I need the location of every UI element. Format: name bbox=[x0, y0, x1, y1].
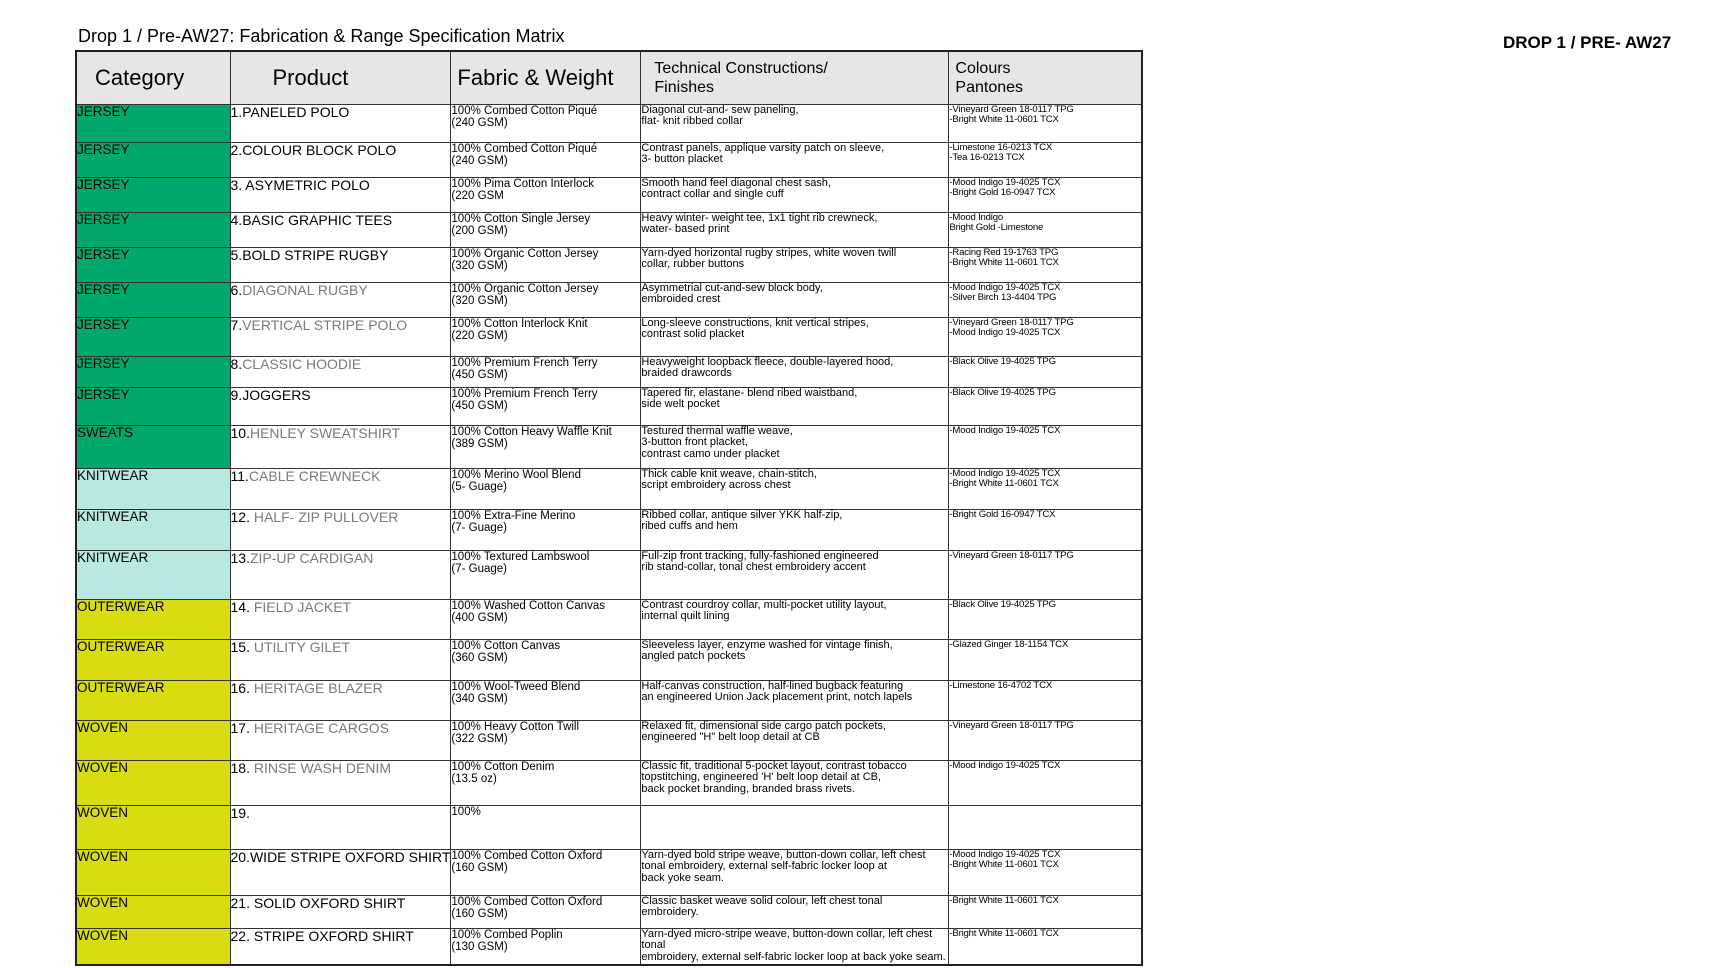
fabric-weight-cell: 100% Premium French Terry (450 GSM) bbox=[451, 356, 641, 387]
product-name: RINSE WASH DENIM bbox=[249, 760, 392, 776]
category-label: JERSEY bbox=[77, 142, 130, 157]
fabric-weight-cell: 100% Pima Cotton Interlock (220 GSM bbox=[451, 177, 641, 212]
product-cell bbox=[230, 720, 451, 760]
header-row bbox=[76, 51, 1142, 104]
product-name: HERITAGE BLAZER bbox=[249, 680, 383, 696]
product-name: BOLD STRIPE RUGBY bbox=[242, 247, 389, 263]
product-number: 20. bbox=[230, 849, 250, 865]
technical-construction-cell: Sleeveless layer, enzyme washed for vintage finish, angled patch pockets bbox=[641, 639, 949, 680]
table-row bbox=[76, 142, 1142, 177]
product-cell bbox=[230, 247, 451, 282]
category-label: JERSEY bbox=[77, 104, 130, 119]
technical-construction-cell: Heavyweight loopback fleece, double-layered hood, braided drawcords bbox=[641, 356, 949, 387]
product-cell bbox=[230, 895, 451, 928]
fabric-weight-cell: 100% Cotton Denim (13.5 oz) bbox=[451, 760, 641, 805]
fabric-weight-cell: 100% Wool-Tweed Blend (340 GSM) bbox=[451, 680, 641, 720]
fabric-weight-cell: 100% Premium French Terry (450 GSM) bbox=[451, 387, 641, 425]
fabric-weight-cell: 100% Organic Cotton Jersey (320 GSM) bbox=[451, 247, 641, 282]
fabric-weight-cell: 100% Merino Wool Blend (5- Guage) bbox=[451, 468, 641, 509]
product-cell bbox=[230, 509, 451, 550]
table-row bbox=[76, 247, 1142, 282]
technical-construction-cell: Diagonal cut-and- sew paneling, flat- knit ribbed collar bbox=[641, 104, 949, 142]
product-name: WIDE STRIPE OXFORD SHIRT bbox=[249, 849, 451, 865]
technical-construction-cell: Tapered fir, elastane- blend ribed waistband, side welt pocket bbox=[641, 387, 949, 425]
technical-construction-cell: Contrast panels, applique varsity patch on sleeve, 3- button placket bbox=[641, 142, 949, 177]
product-number: 6. bbox=[230, 282, 243, 298]
column-header-technical: Technical Constructions/ Finishes bbox=[641, 51, 949, 104]
product-number: 22. bbox=[230, 928, 250, 944]
technical-construction-cell: Long-sleeve constructions, knit vertical stripes, contrast solid placket bbox=[641, 317, 949, 356]
fabric-weight-cell: 100% Cotton Single Jersey (200 GSM) bbox=[451, 212, 641, 247]
technical-construction-cell: Testured thermal waffle weave, 3-button front placket, contrast camo under placket bbox=[641, 425, 949, 468]
column-header-category: Category bbox=[76, 51, 230, 104]
colours-pantone-cell: -Mood Indigo Bright Gold -Limestone bbox=[949, 212, 1142, 247]
product-number: 10. bbox=[230, 425, 250, 441]
product-name: CLASSIC HOODIE bbox=[242, 356, 362, 372]
technical-construction-cell: Yarn-dyed bold stripe weave, button-down collar, left chest tonal embroidery, external self-fabric locker loop at back yoke seam. bbox=[641, 849, 949, 895]
colours-pantone-cell: -Glazed Ginger 18-1154 TCX bbox=[949, 639, 1142, 680]
column-header-product: Product bbox=[230, 51, 451, 104]
technical-construction-cell: Yarn-dyed micro-stripe weave, button-down collar, left chest tonal embroidery, external self-fabric locker loop at back yoke seam. bbox=[641, 928, 949, 965]
product-name: HERITAGE CARGOS bbox=[249, 720, 389, 736]
category-cell bbox=[76, 317, 230, 356]
table-row bbox=[76, 509, 1142, 550]
category-cell bbox=[76, 805, 230, 849]
product-cell bbox=[230, 805, 451, 849]
fabric-weight-cell: 100% Cotton Canvas (360 GSM) bbox=[451, 639, 641, 680]
category-cell bbox=[76, 509, 230, 550]
product-number: 11. bbox=[230, 468, 249, 484]
category-cell bbox=[76, 599, 230, 639]
page-title: Drop 1 / Pre-AW27: Fabrication & Range Specification Matrix bbox=[78, 26, 565, 46]
category-label: OUTERWEAR bbox=[77, 599, 165, 614]
product-cell bbox=[230, 425, 451, 468]
colours-pantone-cell: -Limestone 16-0213 TCX -Tea 16-0213 TCX bbox=[949, 142, 1142, 177]
category-label: OUTERWEAR bbox=[77, 639, 165, 654]
category-label: JERSEY bbox=[77, 387, 130, 402]
technical-construction-cell: Thick cable knit weave, chain-stitch, script embroidery across chest bbox=[641, 468, 949, 509]
table-row bbox=[76, 550, 1142, 599]
table-body bbox=[76, 104, 1142, 965]
table-row bbox=[76, 639, 1142, 680]
category-cell bbox=[76, 760, 230, 805]
colours-pantone-cell: -Vineyard Green 18-0117 TPG bbox=[949, 550, 1142, 599]
category-label: KNITWEAR bbox=[77, 509, 149, 524]
colours-pantone-cell: -Bright White 11-0601 TCX bbox=[949, 928, 1142, 965]
colours-pantone-cell: -Mood Indigo 19-4025 TCX -Bright White 11-0601 TCX bbox=[949, 849, 1142, 895]
table-row bbox=[76, 468, 1142, 509]
product-number: 21. bbox=[230, 895, 250, 911]
product-number: 15. bbox=[230, 639, 250, 655]
colours-pantone-cell: -Mood Indigo 19-4025 TCX bbox=[949, 425, 1142, 468]
product-number: 7. bbox=[230, 317, 243, 333]
product-cell bbox=[230, 468, 451, 509]
colours-pantone-cell: -Mood Indigo 19-4025 TCX -Silver Birch 13-4404 TPG bbox=[949, 282, 1142, 317]
product-number: 18. bbox=[230, 760, 250, 776]
fabric-weight-cell: 100% Cotton Interlock Knit (220 GSM) bbox=[451, 317, 641, 356]
table-row bbox=[76, 317, 1142, 356]
fabric-weight-cell: 100% Textured Lambswool (7- Guage) bbox=[451, 550, 641, 599]
table-row bbox=[76, 425, 1142, 468]
table-row bbox=[76, 599, 1142, 639]
product-name: FIELD JACKET bbox=[249, 599, 352, 615]
product-cell bbox=[230, 387, 451, 425]
colours-pantone-cell: -Bright Gold 16-0947 TCX bbox=[949, 509, 1142, 550]
category-label: KNITWEAR bbox=[77, 468, 149, 483]
product-number: 12. bbox=[230, 509, 250, 525]
technical-construction-cell: Classic fit, traditional 5-pocket layout, contrast tobacco topstitching, engineered 'H' belt loop detail at CB, back pocket branding, branded brass rivets. bbox=[641, 760, 949, 805]
fabric-weight-cell: 100% Combed Cotton Oxford (160 GSM) bbox=[451, 849, 641, 895]
category-label: JERSEY bbox=[77, 317, 130, 332]
table-row bbox=[76, 928, 1142, 965]
product-cell bbox=[230, 104, 451, 142]
table-row bbox=[76, 720, 1142, 760]
fabric-weight-cell: 100% Cotton Heavy Waffle Knit (389 GSM) bbox=[451, 425, 641, 468]
technical-construction-cell: Ribbed collar, antique silver YKK half-zip, ribed cuffs and hem bbox=[641, 509, 949, 550]
fabric-weight-cell: 100% Washed Cotton Canvas (400 GSM) bbox=[451, 599, 641, 639]
product-name: JOGGERS bbox=[242, 387, 311, 403]
column-header-colours: Colours Pantones bbox=[949, 51, 1142, 104]
technical-construction-cell: Smooth hand feel diagonal chest sash, contract collar and single cuff bbox=[641, 177, 949, 212]
technical-construction-cell: Classic basket weave solid colour, left chest tonal embroidery. bbox=[641, 895, 949, 928]
fabric-weight-cell: 100% bbox=[451, 805, 641, 849]
category-cell bbox=[76, 356, 230, 387]
fabric-weight-cell: 100% Organic Cotton Jersey (320 GSM) bbox=[451, 282, 641, 317]
product-name: STRIPE OXFORD SHIRT bbox=[249, 928, 414, 944]
category-label: WOVEN bbox=[77, 805, 129, 820]
category-cell bbox=[76, 895, 230, 928]
category-label: WOVEN bbox=[77, 760, 129, 775]
table-row bbox=[76, 282, 1142, 317]
technical-construction-cell: Asymmetrial cut-and-sew block body, embroided crest bbox=[641, 282, 949, 317]
colours-pantone-cell: -Bright White 11-0601 TCX bbox=[949, 895, 1142, 928]
technical-construction-cell: Yarn-dyed horizontal rugby stripes, white woven twill collar, rubber buttons bbox=[641, 247, 949, 282]
product-name: BASIC GRAPHIC TEES bbox=[242, 212, 393, 228]
spec-matrix-table bbox=[75, 50, 1143, 966]
product-number: 9. bbox=[230, 387, 243, 403]
colours-pantone-cell: -Mood Indigo 19-4025 TCX bbox=[949, 760, 1142, 805]
colours-pantone-cell bbox=[949, 805, 1142, 849]
category-label: WOVEN bbox=[77, 849, 129, 864]
table-row bbox=[76, 849, 1142, 895]
product-cell bbox=[230, 639, 451, 680]
product-name: DIAGONAL RUGBY bbox=[242, 282, 368, 298]
category-label: JERSEY bbox=[77, 212, 130, 227]
product-cell bbox=[230, 282, 451, 317]
category-cell bbox=[76, 680, 230, 720]
product-number: 17. bbox=[230, 720, 250, 736]
category-cell bbox=[76, 425, 230, 468]
category-label: JERSEY bbox=[77, 282, 130, 297]
category-label: JERSEY bbox=[77, 177, 130, 192]
product-number: 19. bbox=[230, 805, 250, 821]
technical-construction-cell bbox=[641, 805, 949, 849]
table-row bbox=[76, 104, 1142, 142]
category-cell bbox=[76, 849, 230, 895]
table-row bbox=[76, 177, 1142, 212]
product-cell bbox=[230, 928, 451, 965]
colours-pantone-cell: -Mood Indigo 19-4025 TCX -Bright White 11-0601 TCX bbox=[949, 468, 1142, 509]
product-number: 4. bbox=[230, 212, 243, 228]
column-header-fabric: Fabric & Weight bbox=[451, 51, 641, 104]
category-cell bbox=[76, 142, 230, 177]
fabric-weight-cell: 100% Combed Cotton Oxford (160 GSM) bbox=[451, 895, 641, 928]
category-cell bbox=[76, 639, 230, 680]
colours-pantone-cell: -Vineyard Green 18-0117 TPG bbox=[949, 720, 1142, 760]
table-row bbox=[76, 760, 1142, 805]
category-cell bbox=[76, 720, 230, 760]
product-name: HALF- ZIP PULLOVER bbox=[249, 509, 399, 525]
colours-pantone-cell: -Limestone 16-4702 TCX bbox=[949, 680, 1142, 720]
product-cell bbox=[230, 356, 451, 387]
fabric-weight-cell: 100% Combed Cotton Piqué (240 GSM) bbox=[451, 142, 641, 177]
product-name: ASYMETRIC POLO bbox=[242, 177, 370, 193]
category-label: WOVEN bbox=[77, 895, 129, 910]
table-row bbox=[76, 356, 1142, 387]
product-cell bbox=[230, 317, 451, 356]
product-number: 13. bbox=[230, 550, 250, 566]
product-number: 8. bbox=[230, 356, 243, 372]
technical-construction-cell: Contrast courdroy collar, multi-pocket utility layout, internal quilt lining bbox=[641, 599, 949, 639]
category-cell bbox=[76, 177, 230, 212]
product-number: 2. bbox=[230, 142, 243, 158]
product-name: COLOUR BLOCK POLO bbox=[242, 142, 397, 158]
product-cell bbox=[230, 550, 451, 599]
category-cell bbox=[76, 104, 230, 142]
category-label: WOVEN bbox=[77, 928, 129, 943]
fabric-weight-cell: 100% Extra-Fine Merino (7- Guage) bbox=[451, 509, 641, 550]
table-row bbox=[76, 680, 1142, 720]
category-cell bbox=[76, 468, 230, 509]
technical-construction-cell: Full-zip front tracking, fully-fashioned engineered rib stand-collar, tonal chest embroidery accent bbox=[641, 550, 949, 599]
colours-pantone-cell: -Vineyard Green 18-0117 TPG -Mood Indigo 19-4025 TCX bbox=[949, 317, 1142, 356]
product-name: UTILITY GILET bbox=[249, 639, 351, 655]
table-row bbox=[76, 895, 1142, 928]
technical-construction-cell: Half-canvas construction, half-lined bugback featuring an engineered Union Jack placement print, notch lapels bbox=[641, 680, 949, 720]
product-cell bbox=[230, 760, 451, 805]
fabric-weight-cell: 100% Combed Cotton Piqué (240 GSM) bbox=[451, 104, 641, 142]
product-name: HENLEY SWEATSHIRT bbox=[249, 425, 401, 441]
product-cell bbox=[230, 212, 451, 247]
product-number: 14. bbox=[230, 599, 250, 615]
product-cell bbox=[230, 599, 451, 639]
colours-pantone-cell: -Black Olive 19-4025 TPG bbox=[949, 356, 1142, 387]
colours-pantone-cell: -Black Olive 19-4025 TPG bbox=[949, 387, 1142, 425]
product-cell bbox=[230, 177, 451, 212]
category-cell bbox=[76, 247, 230, 282]
category-cell bbox=[76, 928, 230, 965]
product-name: VERTICAL STRIPE POLO bbox=[242, 317, 408, 333]
fabric-weight-cell: 100% Combed Poplin (130 GSM) bbox=[451, 928, 641, 965]
technical-construction-cell: Heavy winter- weight tee, 1x1 tight rib crewneck, water- based print bbox=[641, 212, 949, 247]
category-cell bbox=[76, 550, 230, 599]
product-number: 5. bbox=[230, 247, 243, 263]
category-cell bbox=[76, 387, 230, 425]
category-cell bbox=[76, 282, 230, 317]
product-number: 1. bbox=[230, 104, 243, 120]
category-label: SWEATS bbox=[77, 425, 134, 440]
product-name: PANELED POLO bbox=[242, 104, 350, 120]
category-cell bbox=[76, 212, 230, 247]
product-name: CABLE CREWNECK bbox=[248, 468, 381, 484]
product-number: 16. bbox=[230, 680, 250, 696]
category-label: JERSEY bbox=[77, 247, 130, 262]
category-label: JERSEY bbox=[77, 356, 130, 371]
category-label: KNITWEAR bbox=[77, 550, 149, 565]
category-label: OUTERWEAR bbox=[77, 680, 165, 695]
fabric-weight-cell: 100% Heavy Cotton Twill (322 GSM) bbox=[451, 720, 641, 760]
category-label: WOVEN bbox=[77, 720, 129, 735]
colours-pantone-cell: -Black Olive 19-4025 TPG bbox=[949, 599, 1142, 639]
product-cell bbox=[230, 680, 451, 720]
colours-pantone-cell: -Vineyard Green 18-0117 TPG -Bright White 11-0601 TCX bbox=[949, 104, 1142, 142]
product-cell bbox=[230, 142, 451, 177]
table-row bbox=[76, 387, 1142, 425]
table-row bbox=[76, 212, 1142, 247]
table-row bbox=[76, 805, 1142, 849]
product-name: SOLID OXFORD SHIRT bbox=[249, 895, 406, 911]
product-number: 3. bbox=[230, 177, 243, 193]
product-cell bbox=[230, 849, 451, 895]
product-name: ZIP-UP CARDIGAN bbox=[249, 550, 374, 566]
drop-label: DROP 1 / PRE- AW27 bbox=[1503, 33, 1672, 52]
technical-construction-cell: Relaxed fit, dimensional side cargo patch pockets, engineered "H" belt loop detail at CB bbox=[641, 720, 949, 760]
colours-pantone-cell: -Mood Indigo 19-4025 TCX -Bright Gold 16-0947 TCX bbox=[949, 177, 1142, 212]
colours-pantone-cell: -Racing Red 19-1763 TPG -Bright White 11-0601 TCX bbox=[949, 247, 1142, 282]
